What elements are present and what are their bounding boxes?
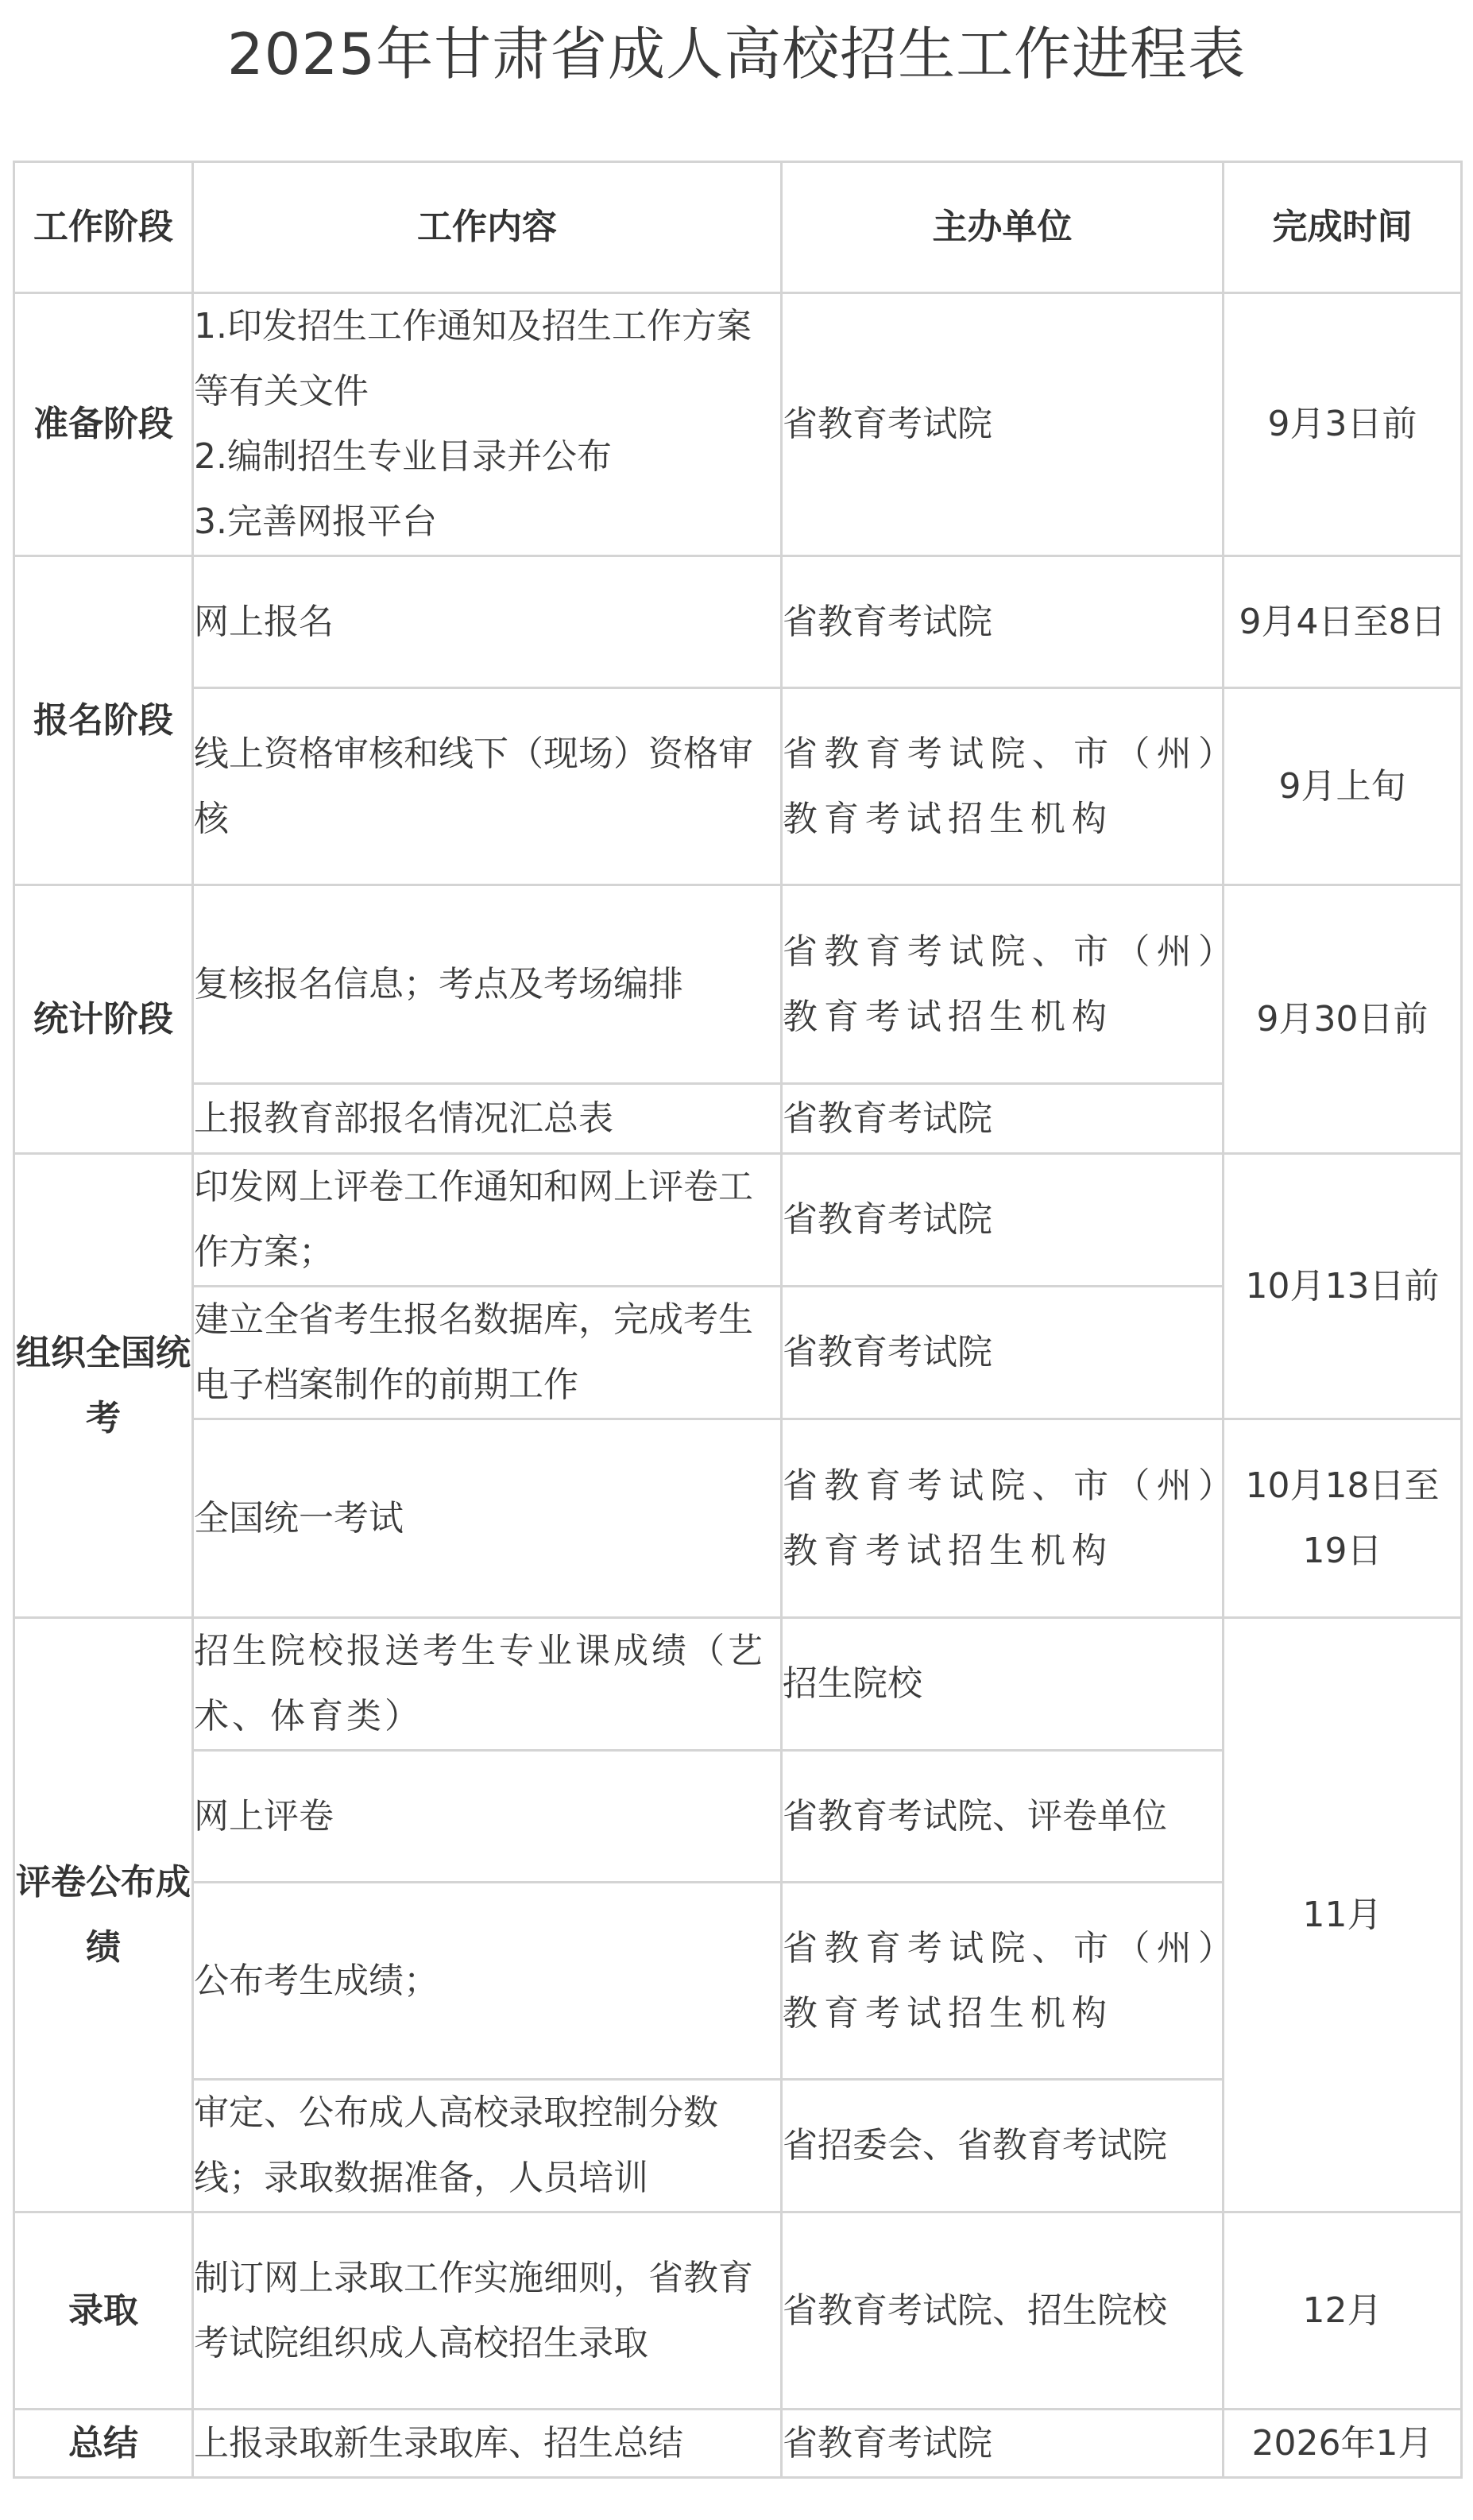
content-cell: 上报录取新生录取库、招生总结 — [193, 2410, 782, 2478]
time-cell: 10月13日前 — [1224, 1154, 1462, 1419]
content-cell: 招生院校报送考生专业课成绩（艺术、体育类） — [193, 1618, 782, 1751]
content-line: 2.编制招生专业目录并公布 — [194, 436, 612, 477]
content-line: 3.完善网报平台 — [194, 501, 437, 542]
time-cell: 12月 — [1224, 2212, 1462, 2410]
org-cell: 省教育考试院 — [782, 1154, 1224, 1287]
content-cell: 网上评卷 — [193, 1751, 782, 1883]
header-stage: 工作阶段 — [14, 162, 193, 293]
table-row — [14, 556, 1462, 688]
content-cell: 审定、公布成人高校录取控制分数线；录取数据准备，人员培训 — [193, 2080, 782, 2212]
content-cell: 制订网上录取工作实施细则，省教育考试院组织成人高校招生录取 — [193, 2212, 782, 2410]
stage-cell: 录取 — [14, 2212, 193, 2410]
content-cell: 印发网上评卷工作通知和网上评卷工作方案； — [193, 1154, 782, 1287]
header-time: 完成时间 — [1224, 162, 1462, 293]
time-cell: 9月3日前 — [1224, 293, 1462, 556]
time-cell: 2026年1月 — [1224, 2410, 1462, 2478]
table-row — [14, 2410, 1462, 2478]
page-title: 2025年甘肃省成人高校招生工作进程表 — [226, 21, 1247, 87]
content-cell: 全国统一考试 — [193, 1419, 782, 1618]
org-cell: 招生院校 — [782, 1618, 1224, 1751]
content-cell: 线上资格审核和线下（现场）资格审核 — [193, 688, 782, 885]
content-cell: 复核报名信息；考点及考场编排 — [193, 885, 782, 1084]
org-cell: 省教育考试院、市（州）教育考试招生机构 — [782, 885, 1224, 1084]
stage-cell: 总结 — [14, 2410, 193, 2478]
org-cell: 省教育考试院 — [782, 1287, 1224, 1419]
time-cell: 9月上旬 — [1224, 688, 1462, 885]
org-cell: 省教育考试院 — [782, 1084, 1224, 1154]
stage-cell: 组织全国统考 — [14, 1154, 193, 1618]
table-row — [14, 885, 1462, 1084]
table-row — [14, 1419, 1462, 1618]
org-cell: 省招委会、省教育考试院 — [782, 2080, 1224, 2212]
org-cell: 省教育考试院 — [782, 556, 1224, 688]
org-cell: 省教育考试院、评卷单位 — [782, 1751, 1224, 1883]
content-cell: 上报教育部报名情况汇总表 — [193, 1084, 782, 1154]
time-cell: 10月18日至19日 — [1224, 1419, 1462, 1618]
org-cell: 省教育考试院、市（州）教育考试招生机构 — [782, 688, 1224, 885]
org-cell: 省教育考试院、市（州）教育考试招生机构 — [782, 1883, 1224, 2080]
table-row — [14, 1618, 1462, 1751]
time-cell: 9月4日至8日 — [1224, 556, 1462, 688]
table-row — [14, 1154, 1462, 1287]
content-line: 1.印发招生工作通知及招生工作方案等有关文件 — [194, 306, 752, 412]
org-cell: 省教育考试院 — [782, 293, 1224, 556]
table-row — [14, 2212, 1462, 2410]
org-cell: 省教育考试院、市（州）教育考试招生机构 — [782, 1419, 1224, 1618]
content-cell: 建立全省考生报名数据库，完成考生电子档案制作的前期工作 — [193, 1287, 782, 1419]
org-cell: 省教育考试院、招生院校 — [782, 2212, 1224, 2410]
stage-cell: 准备阶段 — [14, 293, 193, 556]
table-header-row — [14, 162, 1462, 293]
table-row — [14, 688, 1462, 885]
schedule-table — [13, 161, 1463, 2479]
content-cell — [193, 293, 782, 556]
stage-cell: 评卷公布成绩 — [14, 1618, 193, 2212]
header-org: 主办单位 — [782, 162, 1224, 293]
content-cell: 网上报名 — [193, 556, 782, 688]
time-cell: 9月30日前 — [1224, 885, 1462, 1154]
stage-cell: 报名阶段 — [14, 556, 193, 885]
header-content: 工作内容 — [193, 162, 782, 293]
org-cell: 省教育考试院 — [782, 2410, 1224, 2478]
stage-cell: 统计阶段 — [14, 885, 193, 1154]
time-cell: 11月 — [1224, 1618, 1462, 2212]
content-cell: 公布考生成绩； — [193, 1883, 782, 2080]
table-row — [14, 293, 1462, 556]
